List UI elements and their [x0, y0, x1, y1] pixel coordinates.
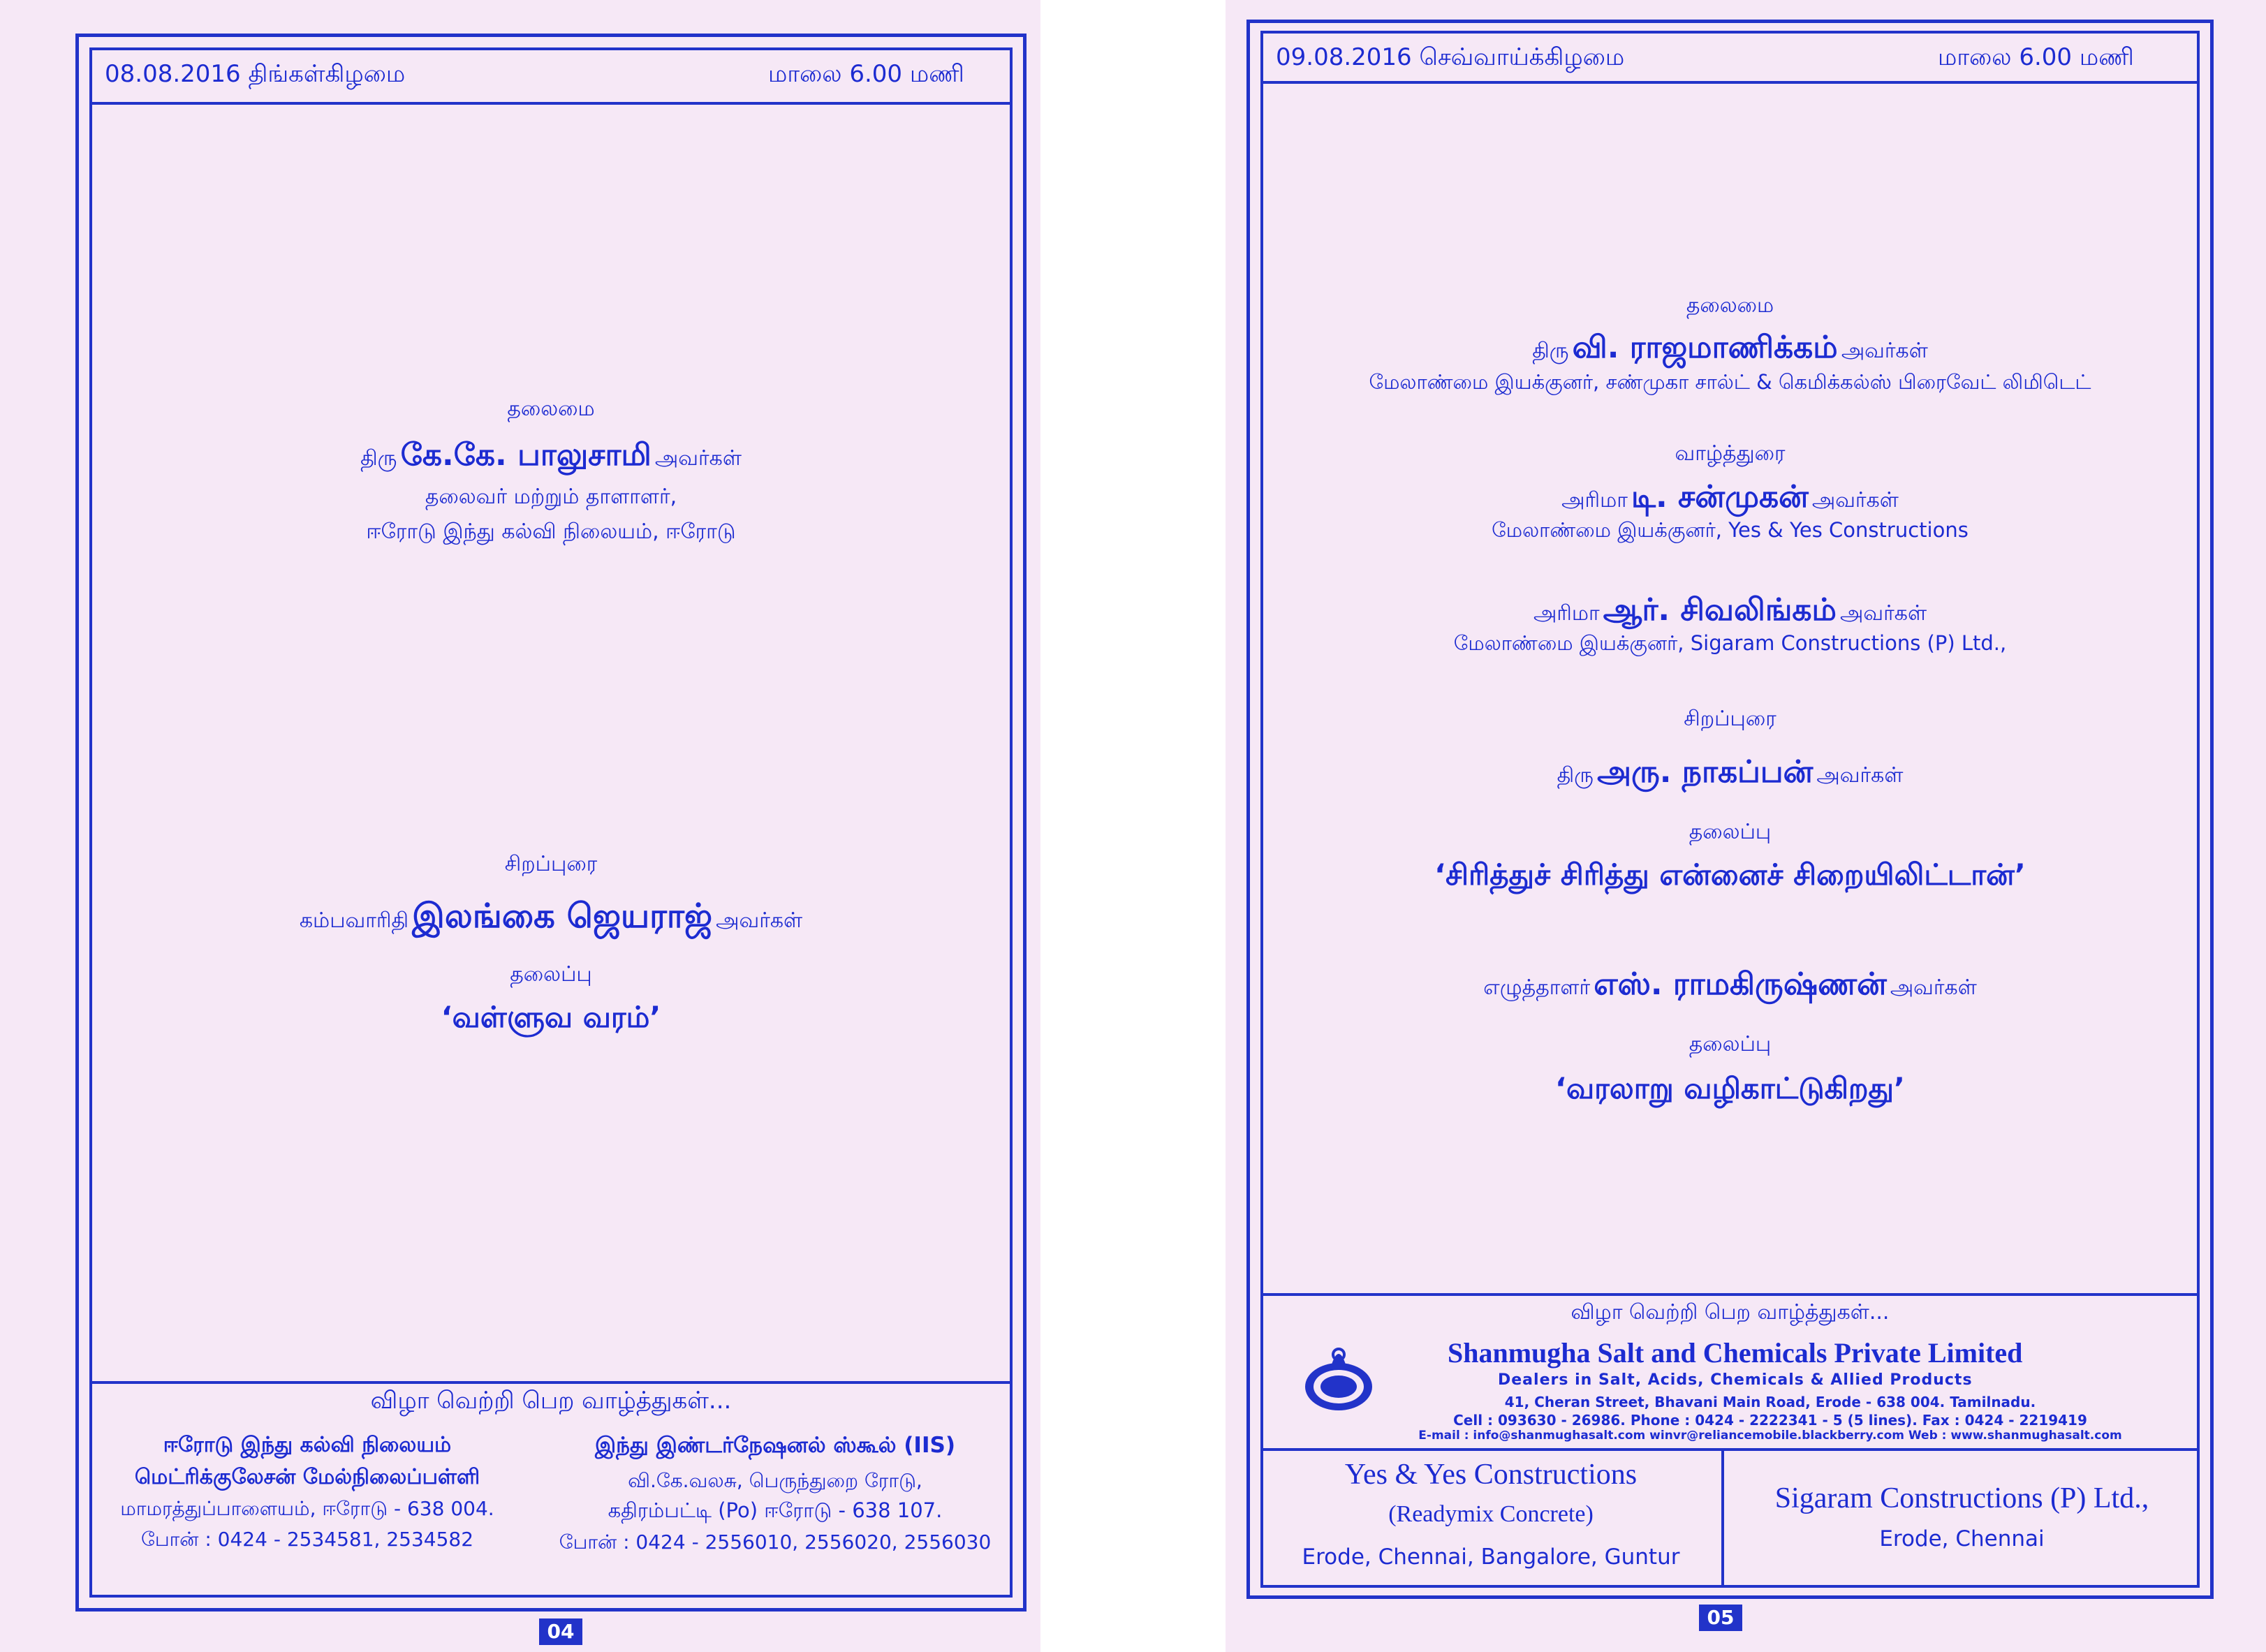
- sigaram-construction-cities: Erode, Chennai: [1879, 1526, 2045, 1551]
- right-greeting-speaker2: அரிமா ஆர். சிவலிங்கம் அவர்கள்: [1533, 592, 1927, 628]
- company-emblem-icon: [1301, 1341, 1376, 1416]
- right-presidency-heading: தலைமை: [1686, 293, 1774, 318]
- right-topic1-heading: தலைப்பு: [1689, 820, 1772, 844]
- right-topic2-heading: தலைப்பு: [1689, 1032, 1772, 1056]
- right-special-speaker2: எழுத்தாளர் எஸ். ராமகிருஷ்ணன் அவர்கள்: [1483, 966, 1977, 1002]
- left-presidency-heading: தலைமை: [507, 397, 595, 421]
- left-date: 08.08.2016 திங்கள்கிழமை: [105, 60, 406, 88]
- right-presidency-role: மேலாண்மை இயக்குனர், சண்முகா சால்ட் & கெமிக்கல்ஸ் பிரைவேட் லிமிடெட்: [1369, 370, 2091, 394]
- left-special-heading: சிறப்புரை: [504, 852, 598, 876]
- yes-construction-cities: Erode, Chennai, Bangalore, Guntur: [1302, 1544, 1680, 1570]
- left-school2-address1: வி.கே.வலசு, பெருந்துறை ரோடு,: [628, 1469, 922, 1492]
- right-time: மாலை 6.00 மணி: [1938, 43, 2134, 71]
- left-school2-address2: கதிரம்பட்டி (Po) ஈரோடு - 638 107.: [608, 1498, 943, 1522]
- right-greeting-speaker1: அரிமா டி. சன்முகன் அவர்கள்: [1561, 479, 1899, 515]
- right-special-speaker1: திரு அரு. நாகப்பன் அவர்கள்: [1557, 754, 1904, 790]
- left-presidency-speaker: திரு கே.கே. பாலுசாமி அவர்கள்: [360, 437, 742, 473]
- yes-construction-name: Yes & Yes Constructions: [1344, 1459, 1638, 1491]
- company-name: Shanmugha Salt and Chemicals Private Limited: [1448, 1337, 2023, 1369]
- left-special-speaker: கம்பவாரிதி இலங்கை ஜெயராஜ் அவர்கள்: [299, 897, 803, 936]
- left-presidency-role2: ஈரோடு இந்து கல்வி நிலையம், ஈரோடு: [366, 519, 736, 544]
- company-address: 41, Cheran Street, Bhavani Main Road, Erode - 638 004. Tamilnadu.: [1504, 1394, 2036, 1410]
- company-tagline: Dealers in Salt, Acids, Chemicals & Allied Products: [1498, 1371, 1973, 1389]
- right-presidency-speaker: திரு வி. ராஜமாணிக்கம் அவர்கள்: [1532, 330, 1928, 365]
- left-page-number: 04: [539, 1618, 582, 1645]
- left-school2-phone: போன் : 0424 - 2556010, 2556020, 2556030: [559, 1531, 992, 1554]
- left-inner-frame: [89, 47, 1013, 1598]
- yes-construction-sub: (Readymix Concrete): [1388, 1501, 1594, 1527]
- right-greeting-speaker1-role: மேலாண்மை இயக்குனர், Yes & Yes Constructions: [1492, 518, 1969, 542]
- left-page: [0, 0, 1040, 1652]
- right-greeting-speaker2-role: மேலாண்மை இயக்குனர், Sigaram Constructions (P) Ltd.,: [1453, 631, 2007, 655]
- right-page: [1226, 0, 2266, 1652]
- right-page-number: 05: [1699, 1605, 1742, 1631]
- right-topic2: ‘வரலாறு வழிகாட்டுகிறது’: [1554, 1071, 1906, 1105]
- left-school1-name2: மெட்ரிக்குலேசன் மேல்நிலைப்பள்ளி: [134, 1465, 480, 1489]
- left-presidency-role1: தலைவர் மற்றும் தாளாளர்,: [425, 485, 677, 509]
- right-date: 09.08.2016 செவ்வாய்க்கிழமை: [1276, 43, 1625, 71]
- company-phone: Cell : 093630 - 26986. Phone : 0424 - 2222341 - 5 (5 lines). Fax : 0424 - 2219419: [1453, 1412, 2087, 1429]
- right-greeting-heading: வாழ்த்துரை: [1675, 441, 1786, 466]
- sigaram-construction-name: Sigaram Constructions (P) Ltd.,: [1774, 1482, 2149, 1514]
- left-school2-name: இந்து இண்டர்நேஷனல் ஸ்கூல் (IIS): [594, 1433, 955, 1458]
- left-time: மாலை 6.00 மணி: [768, 60, 964, 88]
- left-footer-wish: விழா வெற்றி பெற வாழ்த்துகள்...: [370, 1387, 732, 1415]
- left-topic: ‘வள்ளுவ வரம்’: [441, 1000, 661, 1034]
- right-footer-wish: விழா வெற்றி பெற வாழ்த்துகள்...: [1570, 1300, 1890, 1325]
- company-web: E-mail : info@shanmughasalt.com winvr@reliancemobile.blackberry.com Web : www.shanmughasalt.com: [1418, 1429, 2122, 1443]
- left-school1-name1: ஈரோடு இந்து கல்வி நிலையம்: [163, 1433, 452, 1457]
- right-special-heading: சிறப்புரை: [1684, 707, 1776, 731]
- left-topic-heading: தலைப்பு: [510, 962, 592, 987]
- left-school1-phone: போன் : 0424 - 2534581, 2534582: [140, 1528, 474, 1551]
- right-topic1: ‘சிரித்துச் சிரித்து என்னைச் சிறையிலிட்டான்’: [1434, 857, 2026, 892]
- left-school1-address: மாமரத்துப்பாளையம், ஈரோடு - 638 004.: [120, 1497, 494, 1520]
